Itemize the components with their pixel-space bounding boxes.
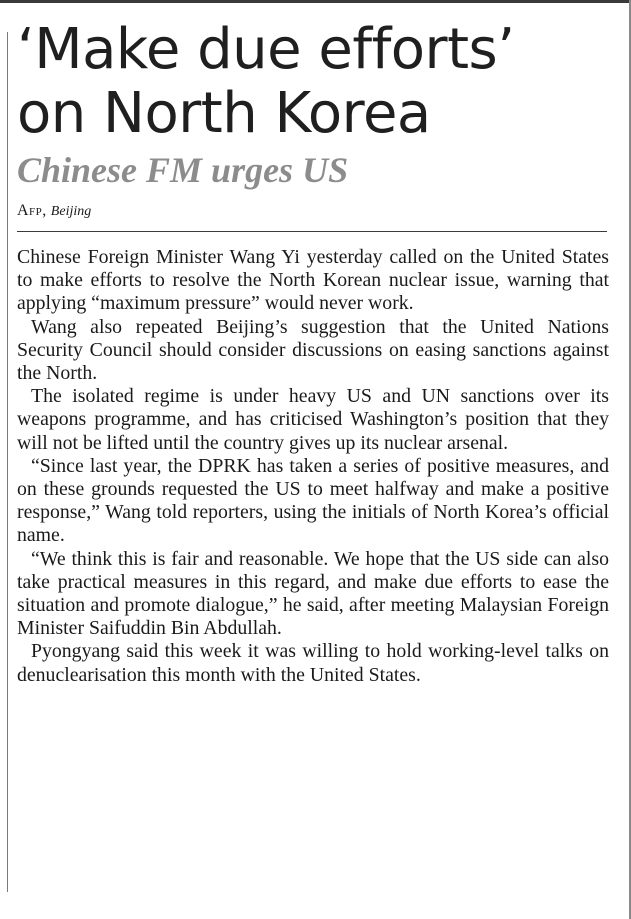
paragraph: The isolated regime is under heavy US and UN sanctions over its weapons programme, and has criticised Washington’s position that they will not be lifted until the country gives up its nuclear arsenal. bbox=[17, 385, 609, 454]
top-border bbox=[0, 0, 631, 3]
paragraph: “We think this is fair and reasonable. We hope that the US side can also take practical measures in this regard, and make due efforts to ease the situation and promote dialogue,” he said, after meeting Malaysian Foreign Minister Saifuddin Bin Abdullah. bbox=[17, 547, 609, 640]
subheadline: Chinese FM urges US bbox=[17, 150, 349, 190]
byline bbox=[17, 202, 609, 221]
paragraph: Pyongyang said this week it was willing to hold working-level talks on denuclearisation this month with the United States. bbox=[17, 640, 609, 686]
headline-line-2: on North Korea bbox=[17, 81, 431, 146]
byline-agency: Afp, bbox=[17, 202, 47, 219]
byline-divider bbox=[17, 231, 607, 232]
news-article bbox=[17, 18, 609, 687]
paragraph: Chinese Foreign Minister Wang Yi yesterday called on the United States to make efforts to resolve the North Korean nuclear issue, warning that applying “maximum pressure” would never work. bbox=[17, 246, 609, 315]
column-left-rule bbox=[7, 32, 8, 892]
paragraph: Wang also repeated Beijing’s suggestion that the United Nations Security Council should consider discussions on easing sanctions against the North. bbox=[17, 315, 609, 385]
headline-line-1: ‘Make due efforts’ bbox=[17, 17, 515, 82]
headline bbox=[17, 18, 609, 146]
article-body bbox=[17, 246, 609, 687]
byline-place: Beijing bbox=[50, 204, 92, 219]
paragraph: “Since last year, the DPRK has taken a series of positive measures, and on these grounds requested the US to meet halfway and make a positive response,” Wang told reporters, using the initials of North Korea’s official name. bbox=[17, 454, 609, 547]
